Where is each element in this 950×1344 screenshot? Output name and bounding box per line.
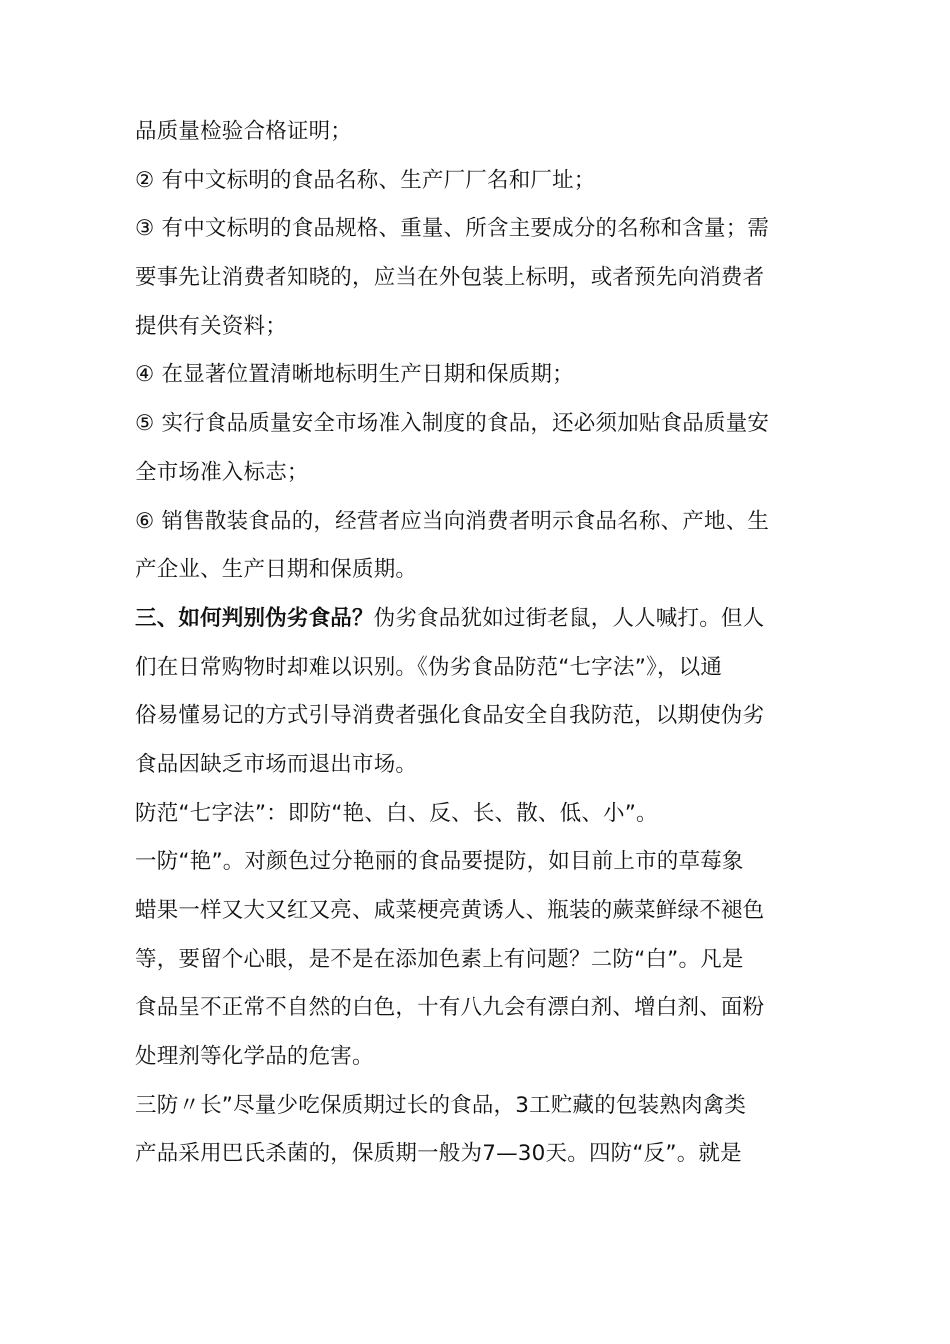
section-heading: 三、如何判别伪劣食品？ [135,605,374,631]
list-item-3: ③ 有中文标明的食品规格、重量、所含主要成分的名称和含量；需 [135,216,770,242]
text-line: 们在日常购物时却难以识别。《伪劣食品防范“七字法”》，以通 [135,654,723,680]
text-line: 蜡果一样又大又红又亮、咸菜梗亮黄诱人、瓶装的蕨菜鲜绿不褪色 [135,898,765,923]
list-item-4: ④ 在显著位置清晰地标明生产日期和保质期； [135,362,574,388]
text-line: 食品呈不正常不自然的白色，十有八九会有漂白剂、增白剂、面粉 [135,995,765,1021]
text-line: 三防〃长”尽量少吃保质期过长的食品，3工贮藏的包装熟肉禽类 [135,1092,747,1118]
list-item-5: ⑤ 实行食品质量安全市场准入制度的食品，还必须加贴食品质量安 [135,411,770,437]
text-line: 俗易懂易记的方式引导消费者强化食品安全自我防范，以期使伪劣 [135,703,765,729]
text-line: 等，要留个心眼，是不是在添加色素上有问题？二防“白”。凡是 [135,946,744,972]
section-text: 伪劣食品犹如过街老鼠，人人喊打。但人 [373,605,765,631]
document-page [135,108,835,1179]
text-line: 处理剂等化学品的危害。 [135,1044,374,1070]
text-line: 品质量检验合格证明； [135,119,353,144]
text-line: 一防“艳”。对颜色过分艳丽的食品要提防，如目前上市的草莓象 [135,849,744,875]
section-heading-line [135,595,835,644]
text-line: 产品采用巴氏杀菌的，保质期一般为7—30天。四防“反”。就是 [135,1141,742,1167]
text-line: 产企业、生产日期和保质期。 [135,557,418,583]
text-line: 全市场准入标志； [135,459,309,485]
text-line: 提供有关资料； [135,313,287,339]
text-line: 要事先让消费者知晓的，应当在外包装上标明，或者预先向消费者 [135,265,765,291]
list-item-6: ⑥ 销售散装食品的，经营者应当向消费者明示食品名称、产地、生 [135,508,770,534]
text-line: 食品因缺乏市场而退出市场。 [135,751,418,777]
text-line: 防范“七字法”：即防“艳、白、反、长、散、低、小”。 [135,800,658,826]
list-item-2: ② 有中文标明的食品名称、生产厂厂名和厂址； [135,167,596,193]
